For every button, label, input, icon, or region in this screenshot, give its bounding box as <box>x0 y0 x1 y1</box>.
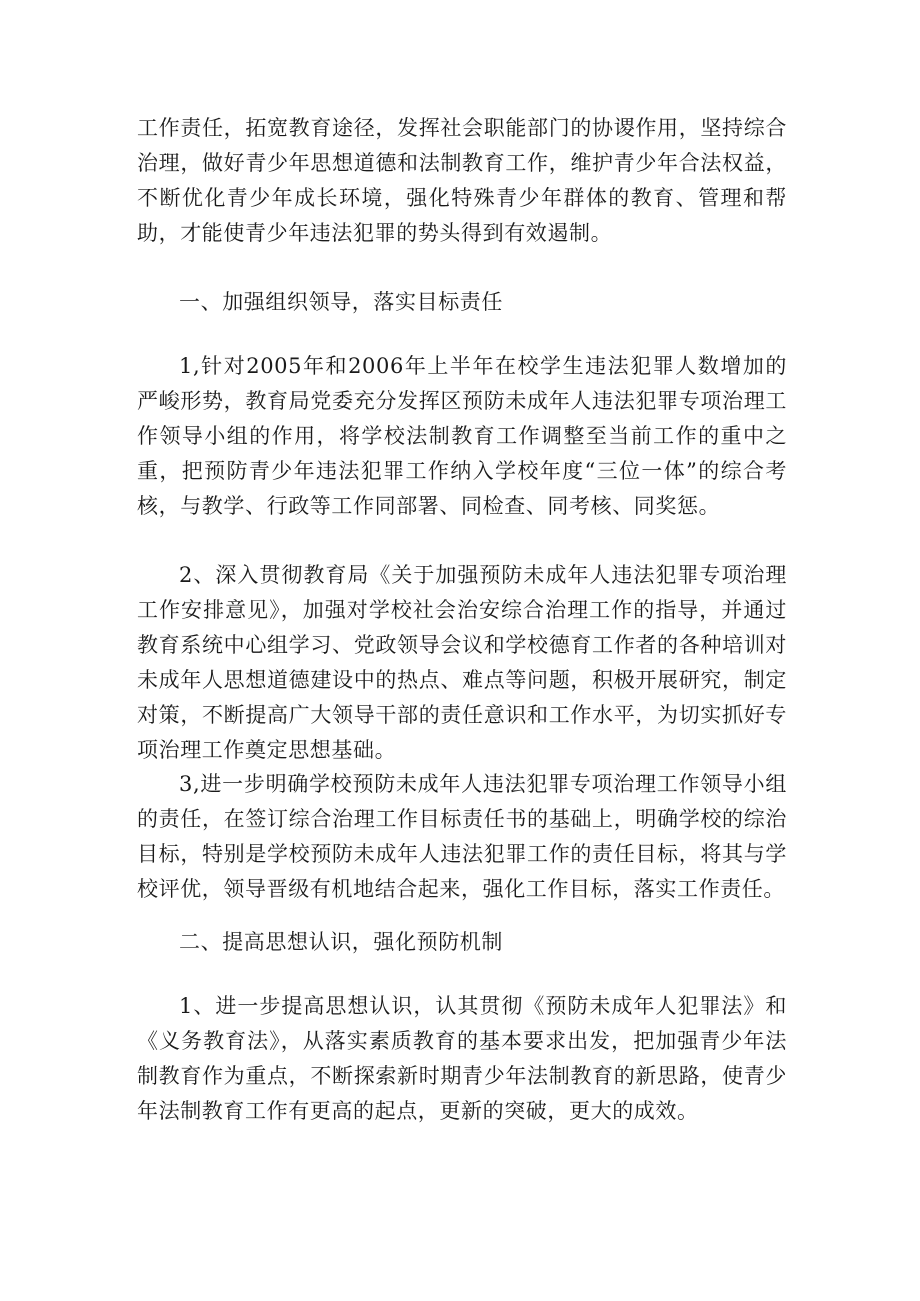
paragraph-item-1-2: 2、深入贯彻教育局《关于加强预防未成年人违法犯罪专项治理工作安排意见》，加强对学校社会治安综合治理工作的指导，并通过教育系统中心组学习、党政领导会议和学校德育工作者的各种培训对未成年人思想道德建设中的热点、难点等问题，积极开展研究，制定对策，不断提高广大领导干部的责任意识和工作水平，为切实抓好专项治理工作奠定思想基础。 <box>137 563 787 762</box>
section-heading-1: 一、加强组织领导，落实目标责任 <box>179 290 503 314</box>
paragraph-item-1-1: 1,针对2005年和2006年上半年在校学生违法犯罪人数增加的严峻形势，教育局党委充分发挥区预防未成年人违法犯罪专项治理工作领导小组的作用，将学校法制教育工作调整至当前工作的重中之重，把预防青少年违法犯罪工作纳入学校年度“三位一体”的综合考核，与教学、行政等工作同部署、同检查、同考核、同奖惩。 <box>137 354 787 518</box>
paragraph-intro: 工作责任，拓宽教育途径，发挥社会职能部门的协谡作用，坚持综合治理，做好青少年思想道德和法制教育工作，维护青少年合法权益，不断优化青少年成长环境，强化特殊青少年群体的教育、管理和帮助，才能使青少年违法犯罪的势头得到有效遏制。 <box>137 116 787 245</box>
section-heading-2: 二、提高思想认识，强化预防机制 <box>179 930 503 954</box>
paragraph-item-2-1: 1、进一步提高思想认识，认其贯彻《预防未成年人犯罪法》和《义务教育法》，从落实素质教育的基本要求出发，把加强青少年法制教育作为重点，不断探索新时期青少年法制教育的新思路，使青少年法制教育工作有更高的起点，更新的突破，更大的成效。 <box>137 994 787 1123</box>
paragraph-item-1-3: 3,进一步明确学校预防未成年人违法犯罪专项治理工作领导小组的责任，在签订综合治理工作目标责任书的基础上，明确学校的综治目标，特别是学校预防未成年人违法犯罪工作的责任目标，将其与学校评优，领导晋级有机地结合起来，强化工作目标，落实工作责任。 <box>137 772 787 901</box>
